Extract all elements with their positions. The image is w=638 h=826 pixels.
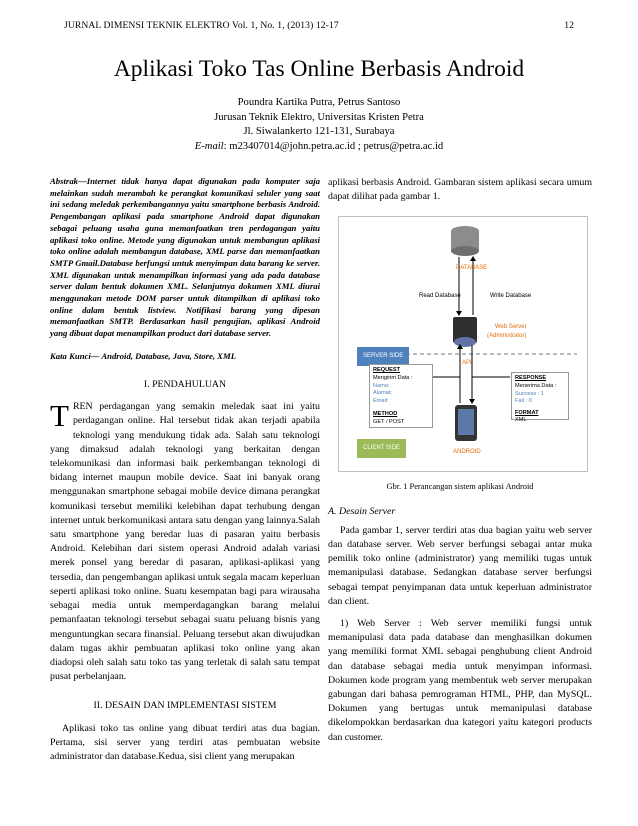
- read-arrowhead: [456, 311, 462, 316]
- request-line-1: Mengirim Data :: [373, 375, 413, 381]
- email: : m23407014@john.petra.ac.id ; petrus@petra.ac.id: [223, 140, 444, 152]
- format-value: XML: [515, 417, 527, 424]
- request-line-4: Email:: [373, 397, 389, 404]
- request-title: REQUEST: [373, 367, 401, 374]
- server-paragraph: Pada gambar 1, server terdiri atas dua bagian yaitu web server dan database server. Web server berfungsi sebagai antar muka pemilik toko online (administrator) yang memiliki tugas untuk memanipulasi database. Sedangkan database server berfungsi sebagai tempat penyimpanan data untuk keperluan administrator dan client.: [328, 524, 592, 607]
- section-heading-1: I. PENDAHULUAN: [143, 379, 227, 391]
- request-line-2: Nama:: [373, 382, 390, 389]
- response-line-2: Success : 1: [515, 390, 544, 397]
- format-title: FORMAT: [515, 409, 539, 416]
- method-title: METHOD: [373, 411, 398, 418]
- running-header: [64, 20, 574, 34]
- intro-continued: aplikasi berbasis Android. Gambaran sistem aplikasi secara umum dapat dilihat pada gambar 1.: [328, 177, 592, 203]
- author-block: [0, 96, 638, 154]
- intro-paragraph: [50, 400, 320, 684]
- php-logo: [454, 337, 476, 347]
- response-title: RESPONSE: [515, 375, 547, 382]
- journal-name: JURNAL DIMENSI TEKNIK ELEKTRO Vol. 1, No. 1, (2013) 12-17: [64, 20, 339, 31]
- author-names: Poundra Kartika Putra, Petrus Santoso: [237, 97, 401, 108]
- section-heading-2: II. DESAIN DAN IMPLEMENTASI SISTEM: [93, 700, 277, 712]
- address: Jl. Siwalankerto 121-131, Surabaya: [243, 126, 395, 137]
- request-line-3: Alamat:: [373, 390, 392, 397]
- server-side-badge: SERVER SIDE: [357, 347, 409, 365]
- email-line: [0, 140, 638, 155]
- left-column: [50, 176, 320, 764]
- response-box: [511, 372, 569, 424]
- response-line-3: Fail : 0: [515, 398, 532, 405]
- read-db-label: Read Database: [419, 293, 461, 300]
- figure-caption: Gbr. 1 Perancangan sistem aplikasi Android: [386, 482, 534, 492]
- section2-paragraph: Aplikasi toko tas online yang dibuat terdiri atas dua bagian. Pertama, sisi server yang terdiri atas pembuatan website administrator dan database.Kedua, sisi client yang merupakan: [50, 722, 320, 762]
- diagram-lines: [339, 217, 587, 471]
- right-column: [328, 176, 592, 745]
- request-box: [369, 364, 433, 428]
- keywords: Kata Kunci— Android, Database, Java, Store, XML: [50, 350, 236, 361]
- database-base: [451, 246, 479, 256]
- response-arrowhead: [469, 399, 475, 404]
- subsection-heading: A. Desain Server: [328, 505, 396, 517]
- email-label: E-mail: [194, 140, 224, 152]
- page-number: 12: [564, 20, 574, 31]
- web-server-label: Web Server: [495, 324, 527, 331]
- drop-cap: T: [50, 398, 69, 434]
- method-value: GET / POST: [373, 418, 405, 425]
- paper-title: Aplikasi Toko Tas Online Berbasis Android: [113, 56, 525, 82]
- phone-screen: [458, 409, 474, 435]
- database-label: DATABASE: [456, 265, 488, 272]
- affiliation: Jurusan Teknik Elektro, Universitas Kristen Petra: [214, 111, 424, 123]
- android-label: ANDROID: [453, 449, 481, 456]
- admin-label: (Administrator): [487, 333, 527, 340]
- write-db-label: Write Database: [490, 293, 532, 300]
- abstract: Abstrak—Internet tidak hanya dapat digunakan pada komputer saja melainkan sudah merambah ke perangkat komunikasi seluler yang saat ini sedang meledak perkembangannya yaitu smartphone berbasis Android. Pengembangan aplikasi pada smartphone Android dapat digunakan sebagai peluang usaha guna memanfaatkan tren perdagangan yaitu aplikasi toko online. Metode yang digunakan untuk membangun aplikasi toko online adalah membangun database, XML parse dan memanfaatkan SMTP Gmail.Database berfungsi untuk menyimpan data barang ke server. XML digunakan untuk menampilkan informasi yang ada pada database server dalam bentuk dokumen XML. Selanjutnya dokumen XML diurai menggunakan metode DOM parser untuk ditampilkan di aplikasi toko online dalam bentuk listview. Notifikasi barang yang dipesan memanfaatkan SMTP. Berdasarkan hasil pengujian, aplikasi Android yang dibuat dapat menampilkan product dari database server.: [50, 176, 320, 339]
- response-line-1: Menerima Data :: [515, 383, 557, 389]
- api-label: API: [462, 360, 472, 367]
- system-diagram: [338, 216, 588, 472]
- intro-text: REN perdagangan yang semakin meledak saat ini yaitu perdagangan online. Hal tersebut tidak akan terjadi apabila teknologi yang mendukung tidak ada. Salah satu teknologi yang dimaksud adalah teknologi yang berkaitan dengan telekomunikasi dan informasi baik perkembangan teknologi di bidang internet maupun mobile device. Saat ini banyak orang menggunakan smartphone sebagai mobile device dimana perangkat komunikasi tersebut memiliki kelebihan dapat terhubung dengan internet untuk berkomunikasi antara satu dengan yang lainnya.Salah satu smartphone yang beredar luas di pasaran yaitu berbasis Android. Kelebihan dari sistem operasi Android adalah variasi merek ponsel yang beredar di pasaran, aplikasi-aplikasi yang tersedia, dan pengembangan aplikasi untuk segala macam keperluan seperti aplikasi toko online. Suatu kesempatan bagi para wirausaha sebagai media untuk memperdagangkan barang melalui pemanfaatan teknologi tersebut sebagai suatu peluang bisnis yang menguntungkan secara finansial. Peluang tersebut akan diwujudkan dalam tugas akhir pembuatan aplikasi toko online yang akan diadopsi oleh salah satu toko tas yang terletak di salah satu tempat pusat perbelanjaan.: [50, 401, 320, 683]
- client-side-badge: CLIENT SIDE: [357, 439, 406, 457]
- web-server-paragraph: 1) Web Server : Web server memiliki fungsi untuk memanipulasi data pada database dan menghasilkan dokumen yang memiliki format XML sebagai penghubung client Android dan database sebagai media untuk menyimpan informasi. Dokumen kode program yang membentuk web server merupakan gabungan dari bahasa pemrograman HTML, PHP, dan MySQL. Dokumen yang bertugas untuk memanipulasi database dikelompokkan berdasarkan dua kategori yaitu kategori products dan customer.: [328, 618, 592, 743]
